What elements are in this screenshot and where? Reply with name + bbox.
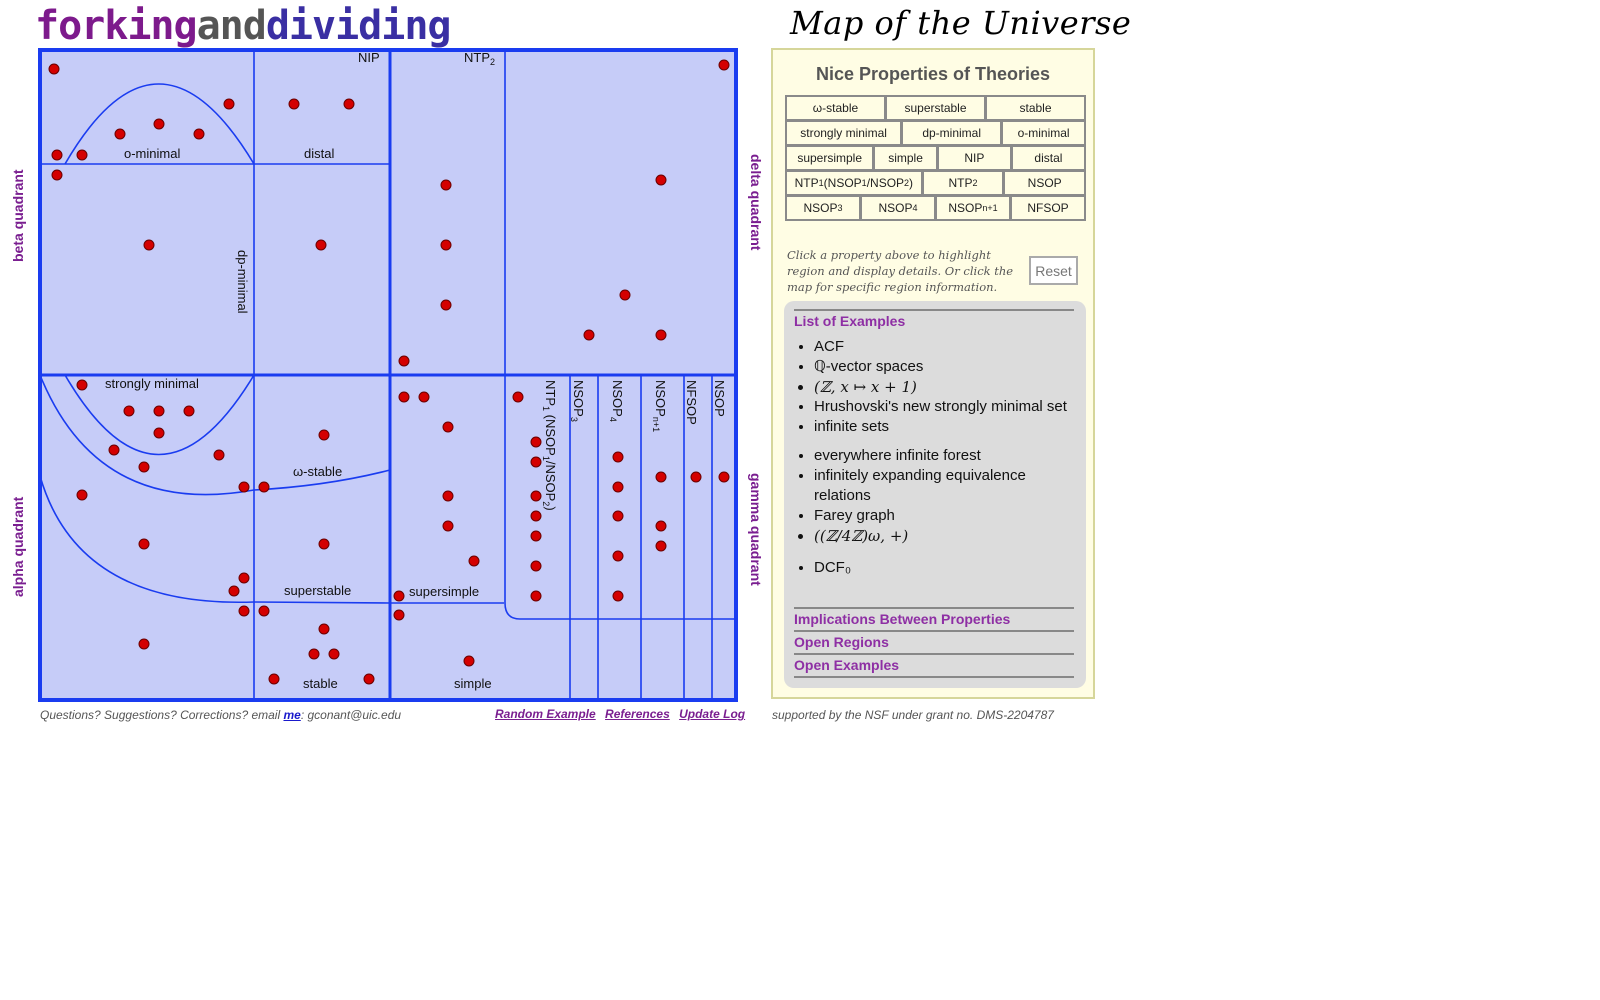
example-dot[interactable] — [584, 330, 594, 340]
example-item[interactable]: • infinite sets — [814, 417, 1074, 437]
prop-nfsop[interactable]: NFSOP — [1010, 195, 1086, 221]
implications-header[interactable]: Implications Between Properties — [794, 607, 1074, 627]
example-dot[interactable] — [719, 60, 729, 70]
label-nsop: NSOP — [712, 380, 727, 417]
example-dot[interactable] — [513, 392, 523, 402]
example-dot[interactable] — [443, 422, 453, 432]
label-omega-stable: ω-stable — [293, 464, 343, 479]
panel-title: Nice Properties of Theories — [815, 64, 1051, 84]
open-examples-header[interactable]: Open Examples — [794, 653, 1074, 673]
example-dot[interactable] — [239, 606, 249, 616]
label-ntp2: $NTP_2$ — [464, 50, 496, 67]
logo-word-dividing: dividing — [265, 3, 451, 49]
example-dot[interactable] — [531, 531, 541, 541]
example-dot[interactable] — [469, 556, 479, 566]
beta-quadrant-label: beta quadrant — [10, 169, 26, 262]
footer-links — [495, 707, 751, 721]
example-dot[interactable] — [344, 99, 354, 109]
example-dot[interactable] — [52, 170, 62, 180]
example-dot[interactable] — [154, 406, 164, 416]
example-dot[interactable] — [289, 99, 299, 109]
example-item[interactable]: • infinitely expanding equivalence relations — [814, 466, 1074, 506]
example-dot[interactable] — [531, 591, 541, 601]
prop-omega-stable[interactable]: ω-stable — [785, 95, 886, 121]
label-strongly-minimal: strongly minimal — [105, 376, 199, 391]
example-dot[interactable] — [214, 450, 224, 460]
example-dot[interactable] — [77, 380, 87, 390]
example-dot[interactable] — [620, 290, 630, 300]
prop-supersimple[interactable]: supersimple — [785, 145, 874, 171]
label-ntp1: $NTP_1$ $(NSOP_1/NSOP_2)$ — [541, 380, 558, 511]
prop-nip[interactable]: NIP — [937, 145, 1012, 171]
example-dot[interactable] — [77, 490, 87, 500]
label-simple: simple — [454, 676, 492, 691]
site-logo[interactable] — [35, 4, 450, 48]
logo-word-forking: forking — [35, 3, 197, 49]
example-dot[interactable] — [239, 482, 249, 492]
example-dot[interactable] — [52, 150, 62, 160]
example-dot[interactable] — [319, 539, 329, 549]
prop-o-minimal[interactable]: o-minimal — [1001, 120, 1086, 146]
prop-distal[interactable]: distal — [1011, 145, 1086, 171]
prop-strongly-minimal[interactable]: strongly minimal — [785, 120, 902, 146]
label-superstable: superstable — [284, 583, 352, 598]
example-dot[interactable] — [319, 624, 329, 634]
accordion-bottom-rule — [794, 676, 1074, 680]
example-dot[interactable] — [613, 591, 623, 601]
example-dot[interactable] — [464, 656, 474, 666]
example-dot[interactable] — [394, 610, 404, 620]
label-nfsop: NFSOP — [684, 380, 699, 425]
example-item[interactable]: • DCF₀ — [814, 558, 1074, 578]
prop-ntp1[interactable]: NTP 1 (NSOP 1 /NSOP 2 ) — [785, 170, 923, 196]
example-dot[interactable] — [531, 437, 541, 447]
label-stable: stable — [303, 676, 338, 691]
update-log-link[interactable]: Update Log — [679, 707, 746, 721]
example-dot[interactable] — [154, 428, 164, 438]
example-dot[interactable] — [691, 472, 701, 482]
prop-nsop4[interactable]: NSOP 4 — [860, 195, 936, 221]
example-dot[interactable] — [656, 330, 666, 340]
example-dot[interactable] — [613, 482, 623, 492]
reset-button[interactable]: Reset — [1029, 256, 1078, 285]
example-dot[interactable] — [154, 119, 164, 129]
example-dot[interactable] — [109, 445, 119, 455]
label-nsop4: $NSOP_4$ — [608, 380, 625, 422]
label-nsopn1: $NSOP_{n+1}$ — [651, 380, 668, 433]
footer-contact — [40, 708, 401, 722]
example-item[interactable]: • ((ℤ/4ℤ)ω, +) — [814, 526, 1074, 546]
prop-nsop3[interactable]: NSOP 3 — [785, 195, 861, 221]
example-dot[interactable] — [309, 649, 319, 659]
example-dot[interactable] — [441, 240, 451, 250]
example-dot[interactable] — [531, 511, 541, 521]
example-dot[interactable] — [184, 406, 194, 416]
example-dot[interactable] — [319, 430, 329, 440]
example-dot[interactable] — [419, 392, 429, 402]
example-dot[interactable] — [77, 150, 87, 160]
prop-nsop[interactable]: NSOP — [1003, 170, 1086, 196]
example-dot[interactable] — [224, 99, 234, 109]
info-accordion — [784, 301, 1086, 688]
example-item[interactable]: • everywhere infinite forest — [814, 446, 1074, 466]
example-dot[interactable] — [316, 240, 326, 250]
example-dot[interactable] — [656, 541, 666, 551]
properties-panel — [771, 48, 1095, 699]
example-dot[interactable] — [239, 573, 249, 583]
example-dot[interactable] — [443, 521, 453, 531]
references-link[interactable]: References — [605, 707, 670, 721]
example-dot[interactable] — [139, 639, 149, 649]
random-example-link[interactable]: Random Example — [495, 707, 596, 721]
label-o-minimal: o-minimal — [124, 146, 181, 161]
label-nsop3: $NSOP_3$ — [569, 380, 586, 422]
list-of-examples-header[interactable]: List of Examples — [794, 309, 1074, 329]
example-dot[interactable] — [613, 511, 623, 521]
prop-ntp2[interactable]: NTP 2 — [922, 170, 1005, 196]
prop-dp-minimal[interactable]: dp-minimal — [901, 120, 1002, 146]
example-dot[interactable] — [531, 561, 541, 571]
example-item[interactable]: • (ℤ, x ↦ x + 1) — [814, 377, 1074, 397]
gamma-quadrant-label: gamma quadrant — [748, 473, 764, 586]
examples-list — [794, 337, 1074, 578]
example-dot[interactable] — [613, 452, 623, 462]
example-dot[interactable] — [49, 64, 59, 74]
example-dot[interactable] — [329, 649, 339, 659]
example-dot[interactable] — [656, 521, 666, 531]
example-dot[interactable] — [144, 240, 154, 250]
delta-quadrant-label: delta quadrant — [748, 154, 764, 251]
example-dot[interactable] — [719, 472, 729, 482]
example-dot[interactable] — [656, 175, 666, 185]
example-dot[interactable] — [115, 129, 125, 139]
example-item[interactable]: • Farey graph — [814, 506, 1074, 526]
email-me-link[interactable]: me — [283, 708, 301, 722]
example-item[interactable]: • Hrushovski's new strongly minimal set — [814, 397, 1074, 417]
prop-stable[interactable]: stable — [985, 95, 1086, 121]
example-dot[interactable] — [194, 129, 204, 139]
example-dot[interactable] — [269, 674, 279, 684]
footer-questions-text: Questions? Suggestions? Corrections? email — [40, 708, 284, 722]
map-title: Map of the Universe — [790, 4, 1132, 42]
example-dot[interactable] — [399, 392, 409, 402]
label-dp-minimal: dp-minimal — [235, 250, 250, 314]
example-dot[interactable] — [656, 472, 666, 482]
example-dot[interactable] — [394, 591, 404, 601]
logo-word-and: and — [196, 3, 266, 49]
label-distal: distal — [304, 146, 335, 161]
example-dot[interactable] — [124, 406, 134, 416]
example-dot[interactable] — [364, 674, 374, 684]
example-dot[interactable] — [441, 300, 451, 310]
example-dot[interactable] — [139, 539, 149, 549]
open-regions-header[interactable]: Open Regions — [794, 630, 1074, 650]
example-dot[interactable] — [259, 482, 269, 492]
example-item[interactable]: • ACF — [814, 337, 1074, 357]
prop-simple[interactable]: simple — [873, 145, 937, 171]
prop-superstable[interactable]: superstable — [885, 95, 986, 121]
example-dot[interactable] — [441, 180, 451, 190]
label-supersimple: supersimple — [409, 584, 480, 599]
prop-nsopn1[interactable]: NSOP n+1 — [935, 195, 1011, 221]
footer-email-text: : gconant@uic.edu — [300, 708, 402, 722]
example-dot[interactable] — [531, 491, 541, 501]
label-nip: NIP — [358, 50, 380, 65]
alpha-quadrant-label: alpha quadrant — [10, 496, 26, 597]
example-dot[interactable] — [139, 462, 149, 472]
properties-table — [786, 96, 1086, 221]
example-dot[interactable] — [531, 457, 541, 467]
example-dot[interactable] — [443, 491, 453, 501]
example-dot[interactable] — [259, 606, 269, 616]
example-dot[interactable] — [613, 551, 623, 561]
example-item[interactable]: • ℚ-vector spaces — [814, 357, 1074, 377]
example-dot[interactable] — [229, 586, 239, 596]
grant-note: supported by the NSF under grant no. DMS-2204787 — [772, 708, 1054, 722]
examples-list-scroll[interactable] — [794, 337, 1074, 629]
example-dot[interactable] — [399, 356, 409, 366]
instructions-text: Click a property above to highlight region and display details. Or click the map for specific region information. — [787, 248, 1014, 294]
universe-map[interactable] — [38, 48, 738, 702]
